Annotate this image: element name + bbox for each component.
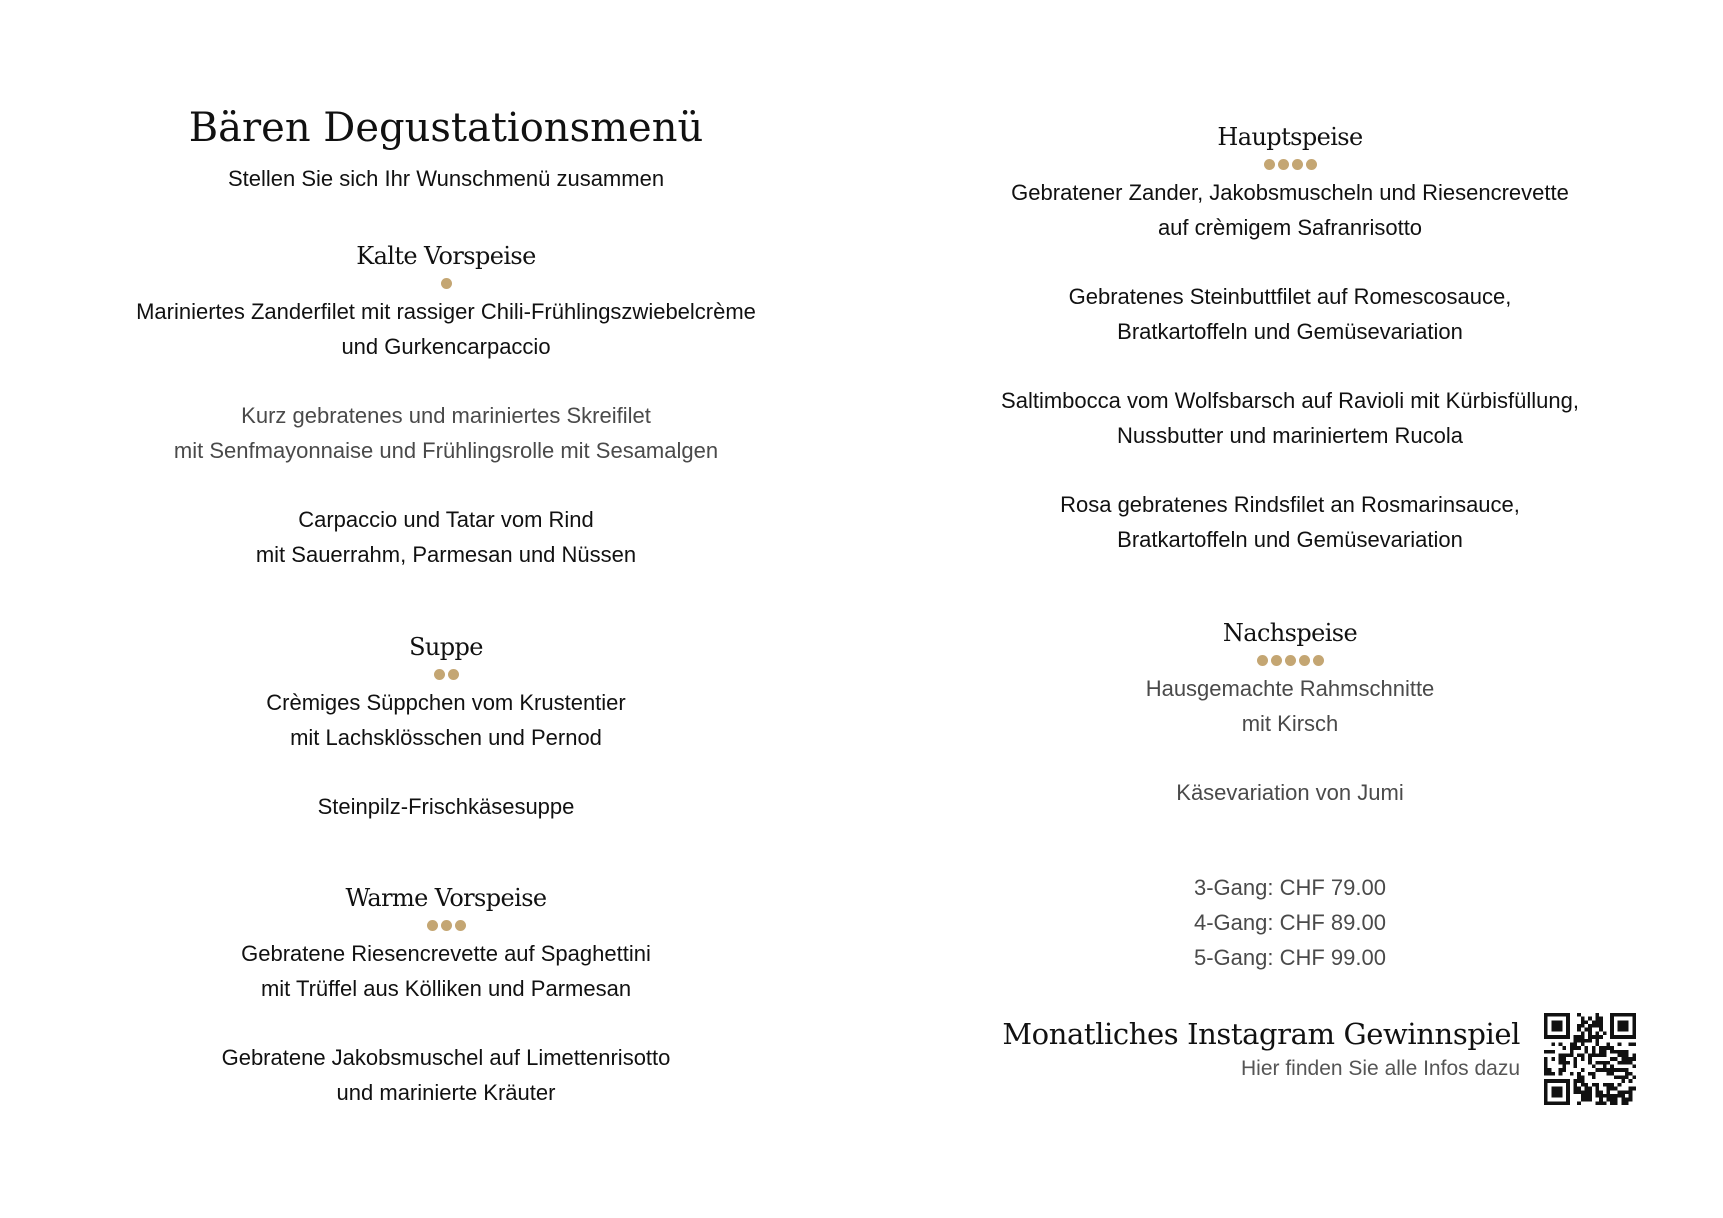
menu-item-line: Carpaccio und Tatar vom Rind — [298, 507, 594, 532]
course-dot — [441, 920, 452, 931]
menu-item — [96, 685, 796, 755]
menu-item — [96, 398, 796, 468]
menu-item-line: Bratkartoffeln und Gemüsevariation — [1117, 527, 1463, 552]
section-warme-vorspeise — [96, 882, 796, 1110]
menu-item — [960, 175, 1620, 245]
menu-item-line: und Gurkencarpaccio — [341, 334, 551, 359]
course-dot — [448, 669, 459, 680]
instagram-promo — [1000, 1014, 1520, 1084]
menu-item-line: mit Sauerrahm, Parmesan und Nüssen — [255, 542, 637, 567]
menu-item-line: mit Kirsch — [1241, 711, 1339, 736]
menu-item — [96, 936, 796, 1006]
menu-item — [960, 383, 1620, 453]
menu-item-line: Steinpilz-Frischkäsesuppe — [317, 794, 575, 819]
menu-item-line: Mariniertes Zanderfilet mit rassiger Chili-Frühlingszwiebelcrème — [136, 299, 756, 324]
qr-code-icon[interactable] — [1544, 1013, 1636, 1105]
section-heading: Suppe — [409, 633, 483, 661]
course-dot — [1278, 159, 1289, 170]
course-dot — [1264, 159, 1275, 170]
menu-item-line: Crèmiges Süppchen vom Krustentier — [266, 690, 626, 715]
menu-item-line: Nussbutter und mariniertem Rucola — [1116, 423, 1464, 448]
menu-item-line: Käsevariation von Jumi — [1176, 780, 1404, 805]
menu-item-line: Gebratene Riesencrevette auf Spaghettini — [241, 941, 651, 966]
menu-subtitle: Stellen Sie sich Ihr Wunschmenü zusammen — [227, 166, 665, 191]
price-5-gang: 5-Gang: CHF 99.00 — [1194, 945, 1386, 970]
course-dots — [960, 649, 1620, 671]
menu-item — [96, 294, 796, 364]
price-list — [960, 870, 1620, 975]
course-dot — [427, 920, 438, 931]
section-hauptspeise — [960, 121, 1620, 557]
menu-item — [96, 1040, 796, 1110]
section-heading: Warme Vorspeise — [345, 884, 547, 912]
promo-title: Monatliches Instagram Gewinnspiel — [1002, 1017, 1520, 1051]
course-dot — [1299, 655, 1310, 666]
section-heading: Hauptspeise — [1217, 123, 1363, 151]
section-suppe — [96, 631, 796, 824]
course-dot — [441, 278, 452, 289]
menu-item — [960, 671, 1620, 741]
price-4-gang: 4-Gang: CHF 89.00 — [1194, 910, 1386, 935]
menu-item — [960, 775, 1620, 810]
menu-item-line: Hausgemachte Rahmschnitte — [1145, 676, 1435, 701]
section-nachspeise — [960, 617, 1620, 810]
menu-item-line: Bratkartoffeln und Gemüsevariation — [1117, 319, 1463, 344]
course-dot — [434, 669, 445, 680]
menu-item-line: Kurz gebratenes und mariniertes Skreifilet — [241, 403, 651, 428]
course-dots — [96, 272, 796, 294]
menu-item-line: mit Trüffel aus Kölliken und Parmesan — [260, 976, 632, 1001]
menu-item-line: auf crèmigem Safranrisotto — [1157, 215, 1423, 240]
course-dot — [1292, 159, 1303, 170]
menu-item-line: Gebratener Zander, Jakobsmuscheln und Riesencrevette — [1011, 180, 1569, 205]
section-heading: Kalte Vorspeise — [356, 242, 536, 270]
menu-item-line: Saltimbocca vom Wolfsbarsch auf Ravioli mit Kürbisfüllung, — [1001, 388, 1579, 413]
course-dots — [960, 153, 1620, 175]
menu-item — [96, 502, 796, 572]
promo-subtitle: Hier finden Sie alle Infos dazu — [1241, 1057, 1520, 1080]
menu-item-line: Gebratenes Steinbuttfilet auf Romescosauce, — [1068, 284, 1512, 309]
price-3-gang: 3-Gang: CHF 79.00 — [1194, 875, 1386, 900]
course-dot — [1271, 655, 1282, 666]
course-dot — [1313, 655, 1324, 666]
section-kalte-vorspeise — [96, 240, 796, 572]
menu-item — [96, 789, 796, 824]
menu-item — [960, 279, 1620, 349]
course-dots — [96, 663, 796, 685]
section-heading: Nachspeise — [1222, 619, 1358, 647]
menu-item-line: Rosa gebratenes Rindsfilet an Rosmarinsauce, — [1060, 492, 1520, 517]
course-dot — [1285, 655, 1296, 666]
menu-item-line: Gebratene Jakobsmuschel auf Limettenrisotto — [221, 1045, 671, 1070]
course-dot — [455, 920, 466, 931]
course-dot — [1257, 655, 1268, 666]
menu-item — [960, 487, 1620, 557]
menu-item-line: mit Lachsklösschen und Pernod — [290, 725, 602, 750]
menu-item-line: und marinierte Kräuter — [336, 1080, 556, 1105]
course-dot — [1306, 159, 1317, 170]
menu-item-line: mit Senfmayonnaise und Frühlingsrolle mit Sesamalgen — [173, 438, 719, 463]
menu-title: Bären Degustationsmenü — [188, 105, 704, 151]
course-dots — [96, 914, 796, 936]
